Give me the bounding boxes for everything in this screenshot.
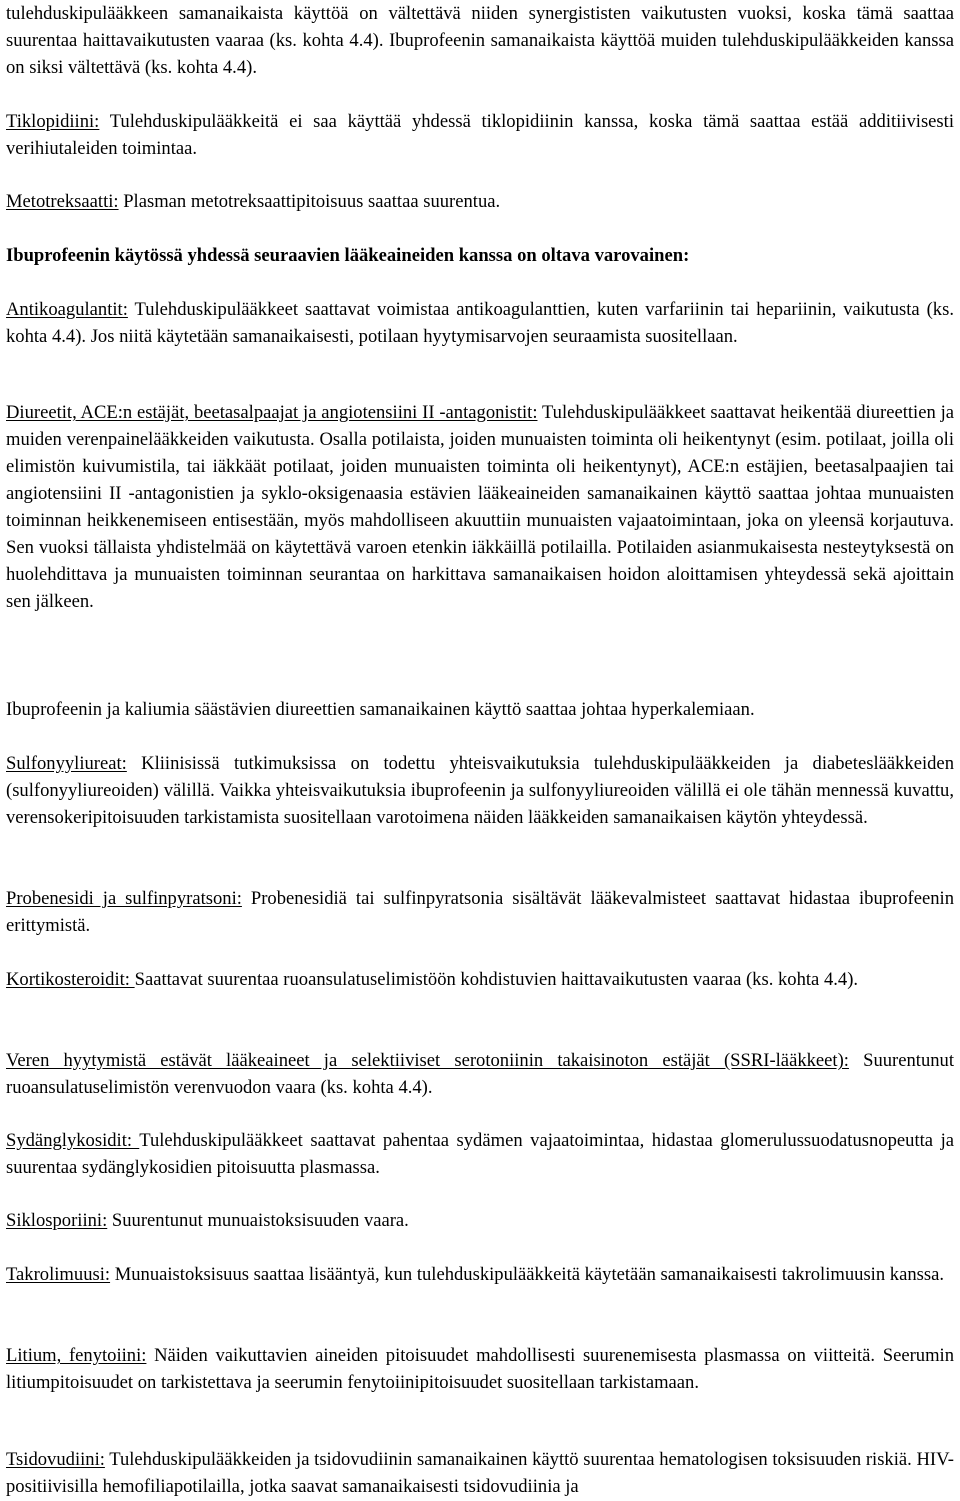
paragraph-text: Suurentunut munuaistoksisuuden vaara. [107, 1210, 409, 1231]
paragraph-siklosporiini [6, 1207, 954, 1234]
paragraph-tiklopidiini [6, 108, 954, 162]
paragraph-diureetit [6, 399, 954, 615]
paragraph-text: Saattavat suurentaa ruoansulatuselimistöön kohdistuvien haittavaikutusten vaaraa (ks. kohta 4.4). [134, 969, 859, 990]
paragraph-ssri [6, 1047, 954, 1101]
paragraph-takrolimuusi [6, 1261, 954, 1288]
section-label: Metotreksaatti: [6, 191, 119, 212]
section-label: Diureetit, ACE:n estäjät, beetasalpaajat ja angiotensiini II -antagonistit: [6, 402, 538, 423]
paragraph-tsidovudiini [6, 1446, 954, 1500]
section-heading-caution [6, 242, 954, 269]
paragraph-text: Plasman metotreksaattipitoisuus saattaa suurentua. [118, 191, 501, 212]
paragraph-metotreksaatti [6, 188, 954, 215]
paragraph-litium [6, 1342, 954, 1396]
paragraph-text: Tulehduskipulääkkeitä ei saa käyttää yhdessä tiklopidiinin kanssa, koska tämä saattaa estää additiivisesti verihiutaleiden toimintaa. [6, 111, 954, 159]
paragraph-text: Tulehduskipulääkkeiden ja tsidovudiinin samanaikainen käyttö suurentaa hematologisen toksisuuden riskiä. HIV-positiivisilla hemofiliapotilailla, jotka saavat samanaikaisesti tsidovudiinia ja [6, 1449, 954, 1497]
section-label: Siklosporiini: [6, 1210, 108, 1231]
paragraph-text: Tulehduskipulääkkeet saattavat pahentaa sydämen vajaatoimintaa, hidastaa glomerulussuodatusnopeutta ja suurentaa sydänglykosidien pitoisuutta plasmassa. [6, 1130, 954, 1178]
paragraph-kaliumia [6, 696, 954, 723]
paragraph-sulfonyyliureat [6, 750, 954, 831]
section-label: Kortikosteroidit: [6, 969, 135, 990]
paragraph-probenesidi [6, 885, 954, 939]
section-label: Tsidovudiini: [6, 1449, 105, 1470]
paragraph-text: Tulehduskipulääkkeet saattavat voimistaa antikoagulanttien, kuten varfariinin tai hepariinin, vaikutusta (ks. kohta 4.4). Jos niitä käytetään samanaikaisesti, potilaan hyytymisarvojen seuraamista suositellaan. [6, 299, 954, 347]
paragraph-text: Ibuprofeenin ja kaliumia säästävien diureettien samanaikainen käyttö saattaa johtaa hyperkalemiaan. [6, 699, 755, 720]
paragraph-text: Suurentunut ruoansulatuselimistön verenvuodon vaara (ks. kohta 4.4). [6, 1050, 954, 1098]
paragraph-text: Munuaistoksisuus saattaa lisääntyä, kun tulehduskipulääkkeitä käytetään samanaikaisesti takrolimuusin kanssa. [110, 1264, 945, 1285]
paragraph-nsaid-intro [6, 0, 954, 81]
paragraph-text: tulehduskipulääkkeen samanaikaista käyttöä on vältettävä niiden synergististen vaikutusten vuoksi, koska tämä saattaa suurentaa haittavaikutusten vaaraa (ks. kohta 4.4). Ibuprofeenin samanaikaista käyttöä muiden tulehduskipulääkkeiden kanssa on siksi vältettävä (ks. kohta 4.4). [6, 3, 954, 78]
paragraph-text: Tulehduskipulääkkeet saattavat heikentää diureettien ja muiden verenpainelääkkeiden vaikutusta. Osalla potilaista, joiden munuaisten toiminta oli heikentynyt (esim. potilaat, joilla oli elimistön kuivumistila, tai iäkkäät potilaat, joiden munuaisten toiminta oli heikentynyt), ACE:n estäjien, beetasalpaajien tai angiotensiini II -antagonistien ja syklo-oksigenaasia estävien lääkeaineiden samanaikainen käyttö saattaa johtaa munuaisten toiminnan heikkenemiseen entisestään, myös mahdolliseen akuuttiin munuaisten vajaatoimintaan, joka on yleensä korjautuva. Sen vuoksi tällaista yhdistelmää on käytettävä varoen etenkin iäkkäillä potilailla. Potilaiden asianmukaisesta nesteytyksestä on huolehdittava ja munuaisten toiminnan seurantaa on harkittava samanaikaisen hoidon aloittamisen yhteydessä sekä ajoittain sen jälkeen. [6, 402, 954, 612]
heading-text: Ibuprofeenin käytössä yhdessä seuraavien lääkeaineiden kanssa on oltava varovainen: [6, 245, 690, 266]
section-label: Sydänglykosidit: [6, 1130, 140, 1151]
section-label: Veren hyytymistä estävät lääkeaineet ja selektiiviset serotoniinin takaisinoton estäjät (SSRI-lääkkeet): [6, 1050, 849, 1071]
paragraph-text: Probenesidiä tai sulfinpyratsonia sisältävät lääkevalmisteet saattavat hidastaa ibuprofeenin erittymistä. [6, 888, 955, 936]
paragraph-text: Kliinisissä tutkimuksissa on todettu yhteisvaikutuksia tulehduskipulääkkeiden ja diabeteslääkkeiden (sulfonyyliureoiden) välillä. Vaikka yhteisvaikutuksia ibuprofeenin ja sulfonyyliureoiden välillä ei ole tähän mennessä kuvattu, verensokeripitoisuuden tarkistamista suositellaan varotoimena näiden lääkkeiden samanaikaisen käytön yhteydessä. [6, 753, 954, 828]
section-label: Takrolimuusi: [6, 1264, 111, 1285]
section-label: Tiklopidiini: [6, 111, 100, 132]
paragraph-antikoagulantit [6, 296, 954, 350]
section-label: Antikoagulantit: [6, 299, 128, 320]
paragraph-kortikosteroidit [6, 966, 954, 993]
section-label: Litium, fenytoiini: [6, 1345, 147, 1366]
section-label: Probenesidi ja sulfinpyratsoni: [6, 888, 242, 909]
section-label: Sulfonyyliureat: [6, 753, 127, 774]
paragraph-sydanglykosidit [6, 1127, 954, 1181]
paragraph-text: Näiden vaikuttavien aineiden pitoisuudet mahdollisesti suurenemisesta plasmassa on viitteitä. Seerumin litiumpitoisuudet on tarkistettava ja seerumin fenytoiinipitoisuudet suositellaan tarkistamaan. [6, 1345, 954, 1393]
